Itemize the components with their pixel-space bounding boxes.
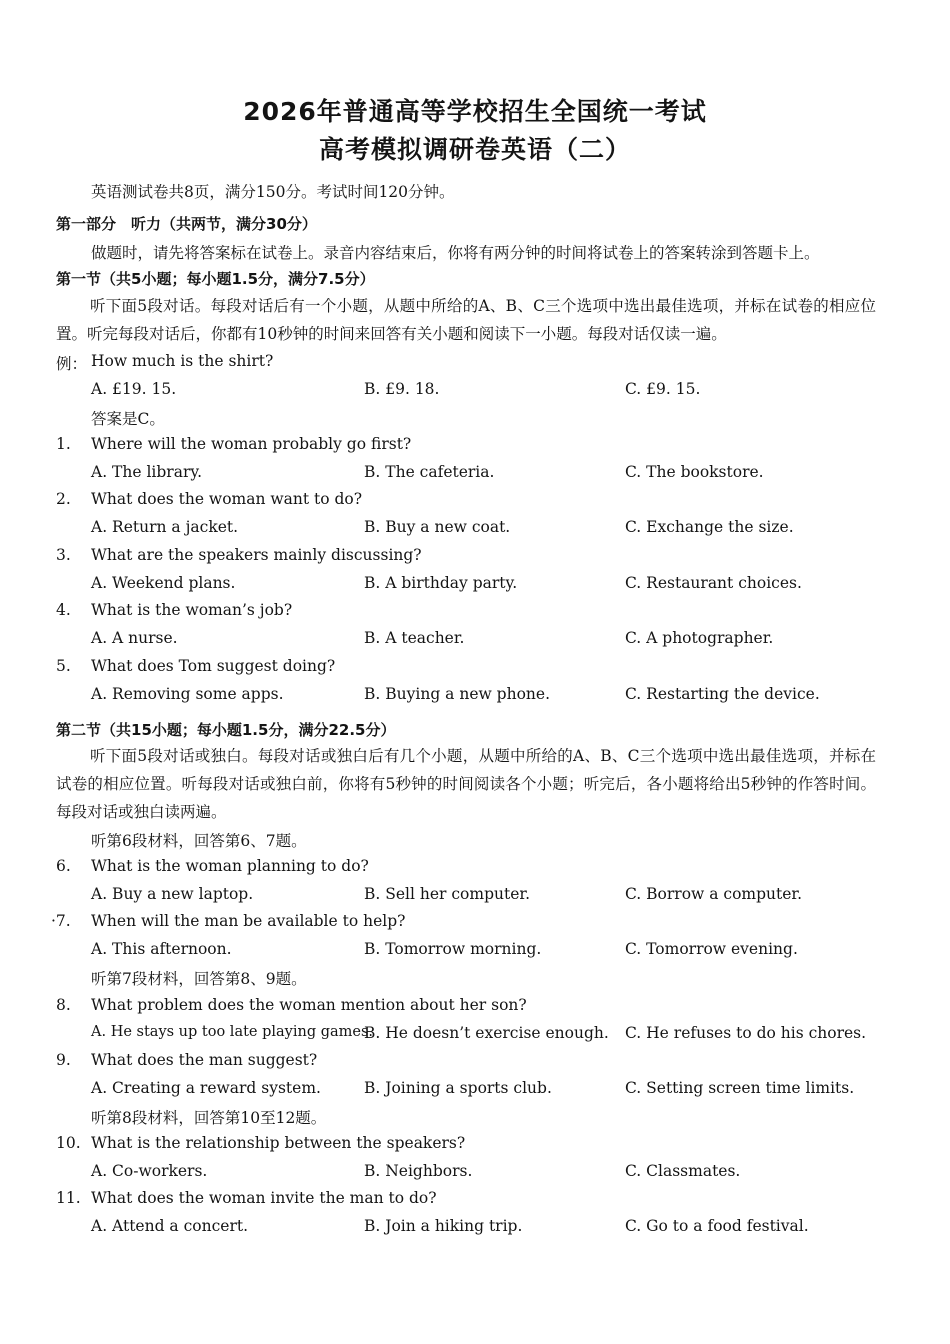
question-text: What problem does the woman mention about her son? (91, 996, 527, 1014)
section1-instruction: 听下面5段对话。每段对话后有一个小题，从题中所给的A、B、C三个选项中选出最佳选项，并标在试卷的相应位置。听完每段对话后，你都有10秒钟的时间来回答有关小题和阅读下一小题。每段对话仅读一遍。 (56, 297, 876, 343)
option-b: B. Joining a sports club. (364, 1079, 552, 1097)
option-c: C. Borrow a computer. (625, 885, 803, 903)
option-c: C. Go to a food festival. (625, 1217, 809, 1235)
option-a: A. Co-workers. (91, 1162, 208, 1180)
question-number: ·7. (51, 912, 71, 930)
option-b: B. Sell her computer. (364, 885, 531, 903)
option-a: A. Return a jacket. (91, 518, 239, 536)
question-number: 5. (56, 657, 71, 675)
option-c: C. He refuses to do his chores. (625, 1024, 867, 1042)
question-text: What is the woman’s job? (91, 601, 293, 619)
question-number: 8. (56, 996, 71, 1014)
option-b: B. The cafeteria. (364, 463, 495, 481)
option-b: B. Join a hiking trip. (364, 1217, 523, 1235)
option-c: C. A photographer. (625, 629, 774, 647)
section1-heading: 第一节（共5小题；每小题1.5分，满分7.5分） (56, 270, 375, 288)
example-answer: 答案是C。 (91, 410, 165, 428)
question-number: 4. (56, 601, 71, 619)
question-number: 2. (56, 490, 71, 508)
question-text: What is the woman planning to do? (91, 857, 369, 875)
option-c: C. Setting screen time limits. (625, 1079, 855, 1097)
option-b: B. He doesn’t exercise enough. (364, 1024, 609, 1042)
question-text: What is the relationship between the speakers? (91, 1134, 466, 1152)
group-note: 听第6段材料，回答第6、7题。 (91, 832, 307, 850)
option-a: A. Creating a reward system. (91, 1079, 321, 1097)
option-c: C. Restaurant choices. (625, 574, 802, 592)
option-a: A. This afternoon. (91, 940, 232, 958)
option-b: B. A teacher. (364, 629, 465, 647)
question-number: 6. (56, 857, 71, 875)
question-text: What does the woman invite the man to do? (91, 1189, 437, 1207)
option-a: A. The library. (91, 463, 202, 481)
option-a: A. Attend a concert. (91, 1217, 249, 1235)
question-number: 3. (56, 546, 71, 564)
option-c: C. Exchange the size. (625, 518, 794, 536)
example-option-b: B. £9. 18. (364, 380, 440, 398)
question-text: What does the man suggest? (91, 1051, 318, 1069)
option-c: C. The bookstore. (625, 463, 764, 481)
example-option-a: A. £19. 15. (91, 380, 177, 398)
question-number: 11. (56, 1189, 81, 1207)
part1-heading: 第一部分 听力（共两节，满分30分） (56, 215, 317, 233)
option-a: A. A nurse. (91, 629, 178, 647)
option-a: A. Buy a new laptop. (91, 885, 254, 903)
option-b: B. A birthday party. (364, 574, 518, 592)
group-note: 听第8段材料，回答第10至12题。 (91, 1109, 327, 1127)
question-number: 1. (56, 435, 71, 453)
example-option-c: C. £9. 15. (625, 380, 701, 398)
option-a: A. He stays up too late playing games. (91, 1024, 374, 1040)
question-text: Where will the woman probably go first? (91, 435, 412, 453)
option-a: A. Weekend plans. (91, 574, 236, 592)
option-c: C. Restarting the device. (625, 685, 820, 703)
question-text: What are the speakers mainly discussing? (91, 546, 422, 564)
exam-intro: 英语测试卷共8页，满分150分。考试时间120分钟。 (91, 183, 455, 201)
question-text: What does Tom suggest doing? (91, 657, 336, 675)
exam-title: 2026年普通高等学校招生全国统一考试 (243, 97, 707, 126)
question-text: When will the man be available to help? (91, 912, 406, 930)
question-number: 9. (56, 1051, 71, 1069)
option-c: C. Classmates. (625, 1162, 741, 1180)
option-b: B. Tomorrow morning. (364, 940, 542, 958)
option-b: B. Buy a new coat. (364, 518, 511, 536)
exam-subtitle: 高考模拟调研卷英语（二） (318, 135, 631, 164)
part1-instruction: 做题时，请先将答案标在试卷上。录音内容结束后，你将有两分钟的时间将试卷上的答案转涂到答题卡上。 (91, 244, 820, 262)
option-b: B. Neighbors. (364, 1162, 473, 1180)
example-label: 例： (56, 355, 88, 373)
question-text: What does the woman want to do? (91, 490, 363, 508)
section2-heading: 第二节（共15小题；每小题1.5分，满分22.5分） (56, 721, 396, 739)
example-question: How much is the shirt? (91, 352, 274, 370)
question-number: 10. (56, 1134, 81, 1152)
option-b: B. Buying a new phone. (364, 685, 550, 703)
option-c: C. Tomorrow evening. (625, 940, 798, 958)
option-a: A. Removing some apps. (91, 685, 284, 703)
group-note: 听第7段材料，回答第8、9题。 (91, 970, 307, 988)
section2-instruction: 听下面5段对话或独白。每段对话或独白后有几个小题，从题中所给的A、B、C三个选项中选出最佳选项，并标在试卷的相应位置。听每段对话或独白前，你将有5秒钟的时间阅读各个小题；听完后，各小题将给出5秒钟的作答时间。每段对话或独白读两遍。 (56, 747, 876, 821)
